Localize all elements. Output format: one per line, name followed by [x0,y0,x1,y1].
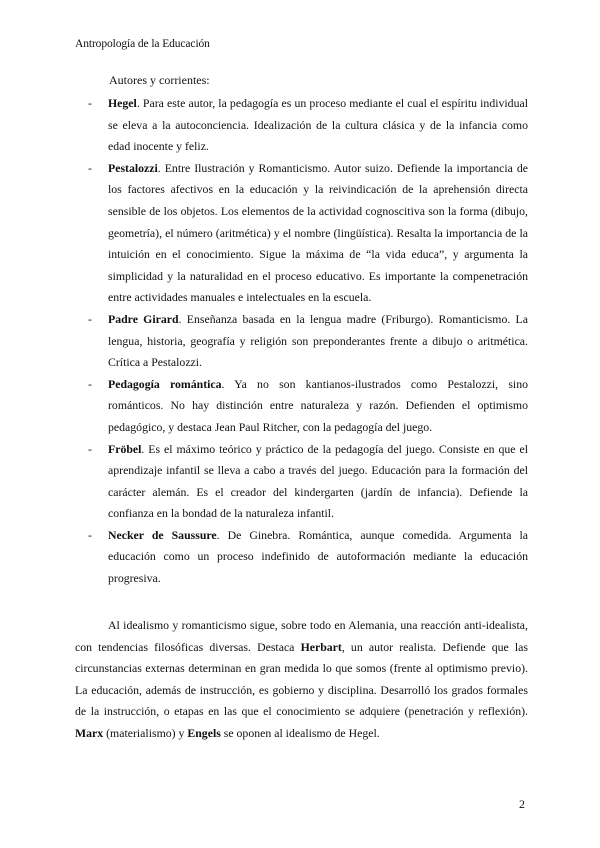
paragraph-text: se oponen al idealismo de Hegel. [220,725,380,740]
author-description: . Ya no son kantianos-ilustrados como Pestalozzi, sino románticos. No hay distinción entre naturaleza y razón. Defienden el optimismo pedagógico, y destaca Jean Paul Ritcher, con la pedagogía del juego. [108,376,528,434]
section-intro: Autores y corrientes: [109,73,210,87]
list-bullet: - [88,96,92,110]
list-bullet: - [88,527,92,542]
running-header: Antropología de la Educación [75,38,210,50]
author-name: Fröbel [108,441,142,456]
author-description: . Enseñanza basada en la lengua madre (Friburgo). Romanticismo. La lengua, historia, geografía y religión son preponderantes frente a dibujo o aritmética. Crítica a Pestalozzi. [108,311,528,370]
list-item [88,374,528,439]
author-name-marx: Marx [75,725,104,740]
paragraph-text: Al idealismo y romanticismo sigue, sobre todo en Alemania, una reacción anti-idealista, con tendencias filosóficas diversas. Destaca [75,618,528,654]
author-description: . Para este autor, la pedagogía es un proceso mediante el cual el espíritu individual se eleva a la autoconciencia. Idealización de la cultura clásica y de la infancia como edad inocente y feliz. [108,96,528,154]
author-name: Necker de Saussure [108,527,217,542]
author-description: . Entre Ilustración y Romanticismo. Autor suizo. Defiende la importancia de los factores afectivos en la educación y la reivindicación de la aprehensión directa sensible de los objetos. Los elementos de la actividad cognoscitiva son la forma (dibujo, geometría), el número (aritmética) y el nombre (lingüística). Resalta la importancia de la intuición en el conocimiento. Sigue la máxima de “la vida educa”, y argumenta la simplicidad y la naturalidad en el proceso educativo. Es importante la compenetración entre actividades manuales e intelectuales en la escuela. [108,160,528,305]
author-name: Pestalozzi [108,160,158,175]
list-bullet: - [88,441,92,456]
page-number: 2 [519,797,525,811]
author-description: . De Ginebra. Romántica, aunque comedida. Argumenta la educación como un proceso indefinido de autoformación mediante la educación progresiva. [108,527,529,586]
author-name: Pedagogía romántica [108,376,222,391]
author-description: . Es el máximo teórico y práctico de la pedagogía del juego. Consiste en que el aprendizaje infantil se lleva a cabo a través del juego. Educación para la formación del carácter alemán. Es el creador del kindergarten (jardín de infancia). Defiende la confianza en la bondad de la naturaleza infantil. [108,441,528,521]
list-bullet: - [88,376,92,391]
authors-list [88,93,528,590]
paragraph-text: , un autor realista. Defiende que las circunstancias externas determinan en gran medida lo que somos (frente al optimismo previo). La educación, además de instrucción, es gobierno y disciplina. Desarrolló los grados formales de la instrucción, o etapas en las que el conocimiento se adquiere (penetración y reflexión). [75,639,528,719]
closing-paragraph [75,615,528,745]
list-item [88,525,528,590]
list-bullet: - [88,311,92,326]
paragraph-text: (materialismo) y [103,725,188,740]
list-item [88,93,528,158]
author-name: Hegel [108,96,137,110]
list-item [88,309,528,374]
list-item [88,439,528,525]
author-name: Padre Girard [108,311,179,326]
list-item [88,158,528,309]
list-bullet: - [88,160,92,175]
author-name-herbart: Herbart [300,639,342,654]
author-name-engels: Engels [187,725,221,740]
